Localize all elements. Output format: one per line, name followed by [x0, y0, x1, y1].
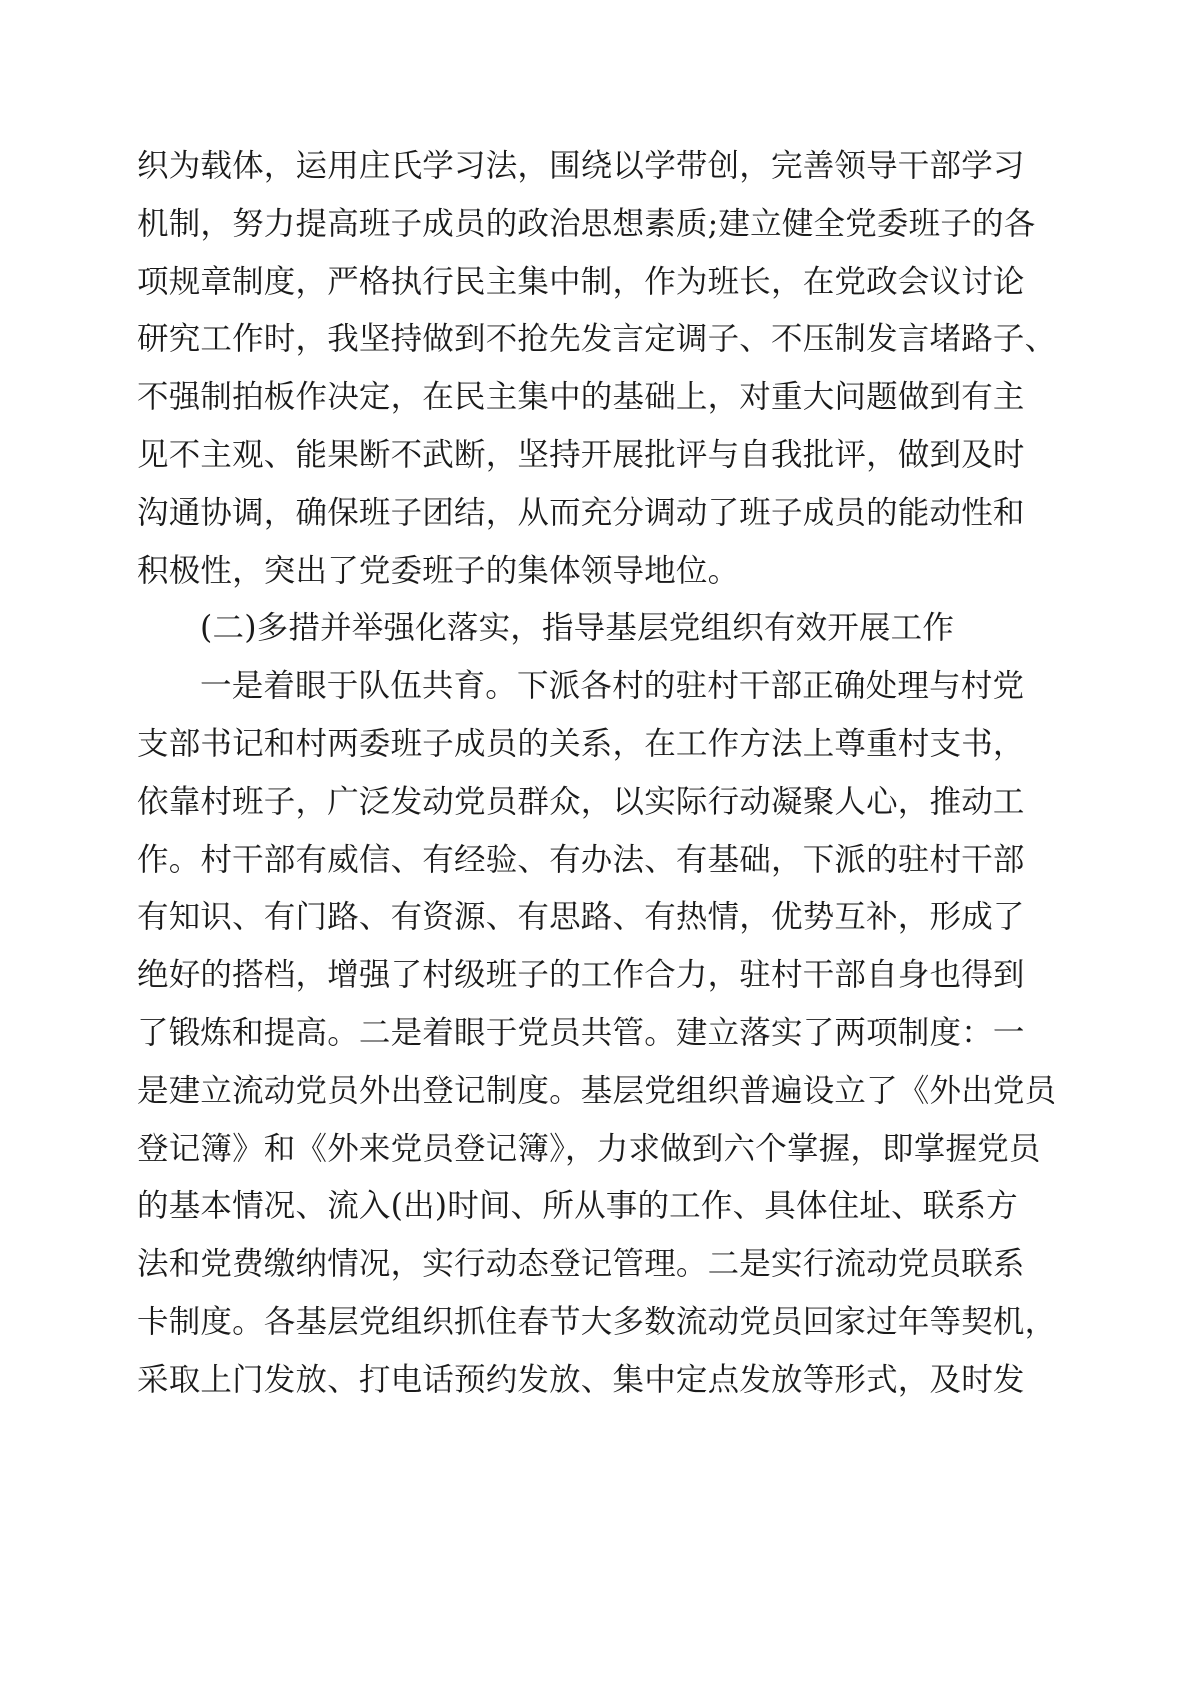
text-line: 了锻炼和提高。二是着眼于党员共管。建立落实了两项制度：一 — [137, 1014, 1025, 1051]
text-line: 机制，努力提高班子成员的政治思想素质;建立健全党委班子的各 — [137, 205, 1036, 242]
text-line: 绝好的搭档，增强了村级班子的工作合力，驻村干部自身也得到 — [137, 957, 1025, 994]
text-line: 研究工作时，我坚持做到不抢先发言定调子、不压制发言堵路子、 — [137, 321, 1057, 358]
text-line: 沟通协调，确保班子团结，从而充分调动了班子成员的能动性和 — [137, 494, 1025, 531]
text-line: 积极性，突出了党委班子的集体领导地位。 — [137, 552, 740, 589]
text-line: 作。村干部有威信、有经验、有办法、有基础，下派的驻村干部 — [137, 841, 1025, 878]
text-line: 有知识、有门路、有资源、有思路、有热情，优势互补，形成了 — [137, 899, 1025, 936]
text-line: 卡制度。各基层党组织抓住春节大多数流动党员回家过年等契机， — [137, 1303, 1057, 1340]
text-line: 支部书记和村两委班子成员的关系，在工作方法上尊重村支书， — [137, 725, 1025, 762]
body-text — [137, 138, 1077, 1410]
text-line: 依靠村班子，广泛发动党员群众，以实际行动凝聚人心，推动工 — [137, 783, 1025, 820]
text-line: 不强制拍板作决定，在民主集中的基础上，对重大问题做到有主 — [137, 379, 1025, 416]
text-line: 采取上门发放、打电话预约发放、集中定点发放等形式，及时发 — [137, 1361, 1025, 1398]
section-heading: (二)多措并举强化落实，指导基层党组织有效开展工作 — [200, 610, 955, 647]
text-line: 织为载体，运用庄氏学习法，围绕以学带创，完善领导干部学习 — [137, 148, 1025, 184]
text-line: 项规章制度，严格执行民主集中制，作为班长，在党政会议讨论 — [137, 263, 1025, 300]
text-line: 的基本情况、流入(出)时间、所从事的工作、具体住址、联系方 — [137, 1188, 1018, 1225]
text-line: 法和党费缴纳情况，实行动态登记管理。二是实行流动党员联系 — [137, 1246, 1025, 1283]
text-line: 见不主观、能果断不武断，坚持开展批评与自我批评，做到及时 — [137, 436, 1025, 473]
text-line: 是建立流动党员外出登记制度。基层党组织普遍设立了《外出党员 — [137, 1072, 1057, 1109]
paragraph-start: 一是着眼于队伍共育。下派各村的驻村干部正确处理与村党 — [200, 668, 1025, 705]
text-line: 登记簿》和《外来党员登记簿》，力求做到六个掌握，即掌握党员 — [137, 1130, 1041, 1167]
